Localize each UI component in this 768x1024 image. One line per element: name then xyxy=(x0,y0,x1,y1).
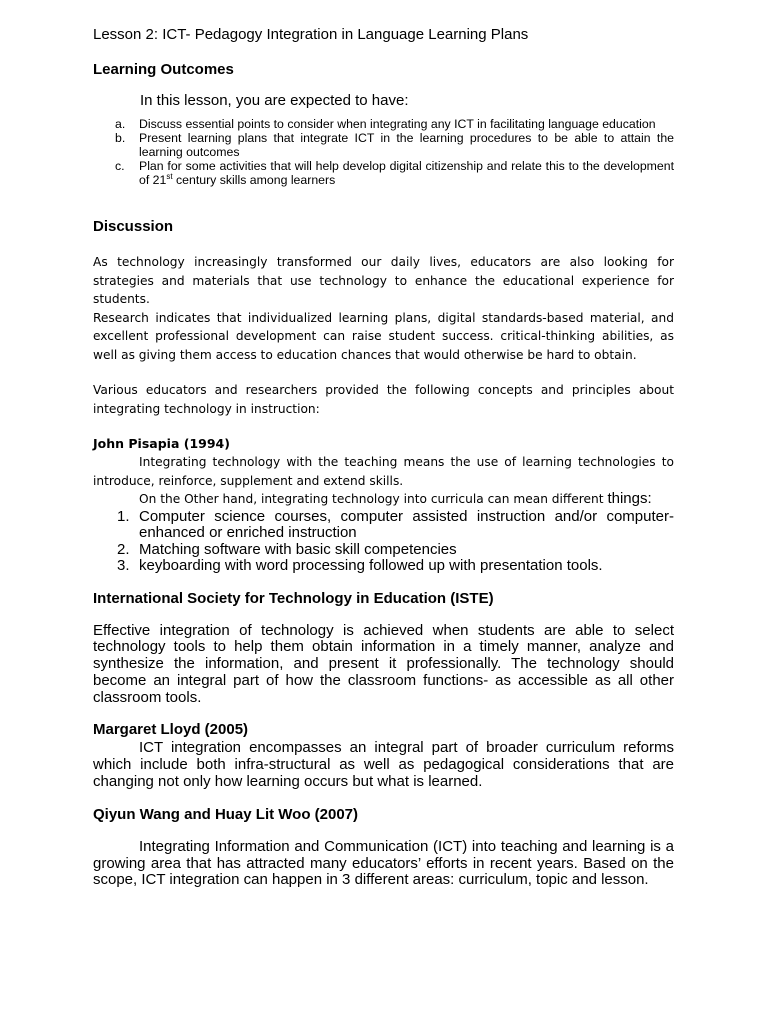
pisapia-paragraph-2: On the Other hand, integrating technology into curricula can mean different things: xyxy=(139,490,652,507)
learning-outcomes-intro: In this lesson, you are expected to have: xyxy=(140,92,409,109)
pisapia-heading: John Pisapia (1994) xyxy=(93,436,230,451)
list-item xyxy=(93,558,674,575)
lloyd-paragraph: ICT integration encompasses an integral part of broader curriculum reforms which include both infra-structural as well as pedagogical considerations that are changing not only how learning occurs but what is learned. xyxy=(93,739,674,791)
list-marker: a. xyxy=(115,117,126,131)
list-item xyxy=(93,509,674,542)
superscript: st xyxy=(166,171,173,181)
list-item xyxy=(93,117,674,131)
iste-paragraph: Effective integration of technology is achieved when students are able to select technology tools to help them obtain information in a timely manner, analyze and synthesize the information, and present it professionally. The technology should become an integral part of how the classroom functions- as accessible as all other classroom tools. xyxy=(93,621,674,706)
discussion-paragraph: Research indicates that individualized learning plans, digital standards-based material, and excellent professional development can raise student success. critical-thinking abilities, as well as giving them access to education chances that would otherwise be hard to obtain. xyxy=(93,310,674,362)
discussion-paragraph: As technology increasingly transformed our daily lives, educators are also looking for strategies and materials that use technology to enhance the educational experience for students. xyxy=(93,255,674,306)
list-item-text: Plan for some activities that will help develop digital citizenship and relate this to the development of 21st century skills among learners xyxy=(139,159,674,187)
lesson-title: Lesson 2: ICT- Pedagogy Integration in Language Learning Plans xyxy=(93,26,529,43)
list-item-text: Computer science courses, computer assisted instruction and/or computer-enhanced or enriched instruction xyxy=(139,507,674,541)
list-item-text: Matching software with basic skill competencies xyxy=(139,540,457,558)
list-marker: 3. xyxy=(117,557,130,574)
list-item-text: keyboarding with word processing followed up with presentation tools. xyxy=(139,557,603,574)
iste-heading: International Society for Technology in Education (ISTE) xyxy=(93,589,494,607)
learning-outcomes-list xyxy=(93,117,674,187)
pisapia-paragraph: Integrating technology with the teaching means the use of learning technologies to introduce, reinforce, supplement and extend skills. xyxy=(93,455,674,488)
list-marker: c. xyxy=(115,159,125,173)
pisapia-list xyxy=(93,509,674,575)
list-item xyxy=(93,159,674,187)
document-page xyxy=(93,24,674,889)
discussion-heading: Discussion xyxy=(93,218,174,235)
list-marker: b. xyxy=(115,131,126,145)
list-item xyxy=(93,131,674,159)
wang-paragraph: Integrating Information and Communication (ICT) into teaching and learning is a growing area that has attracted many educators’ efforts in recent years. Based on the scope, ICT integration can happen in 3 different areas: curriculum, topic and lesson. xyxy=(93,837,674,889)
list-item-text: Discuss essential points to consider when integrating any ICT in facilitating language education xyxy=(139,117,656,131)
list-item-text: Present learning plans that integrate ICT in the learning procedures to be able to attain the learning outcomes xyxy=(139,131,674,159)
wang-heading: Qiyun Wang and Huay Lit Woo (2007) xyxy=(93,805,359,823)
list-marker: 2. xyxy=(117,540,130,558)
lloyd-heading: Margaret Lloyd (2005) xyxy=(93,721,249,739)
list-marker: 1. xyxy=(117,507,130,525)
discussion-paragraph: Various educators and researchers provided the following concepts and principles about integrating technology in instruction: xyxy=(93,383,674,416)
list-item xyxy=(93,542,674,559)
learning-outcomes-heading: Learning Outcomes xyxy=(93,61,234,78)
